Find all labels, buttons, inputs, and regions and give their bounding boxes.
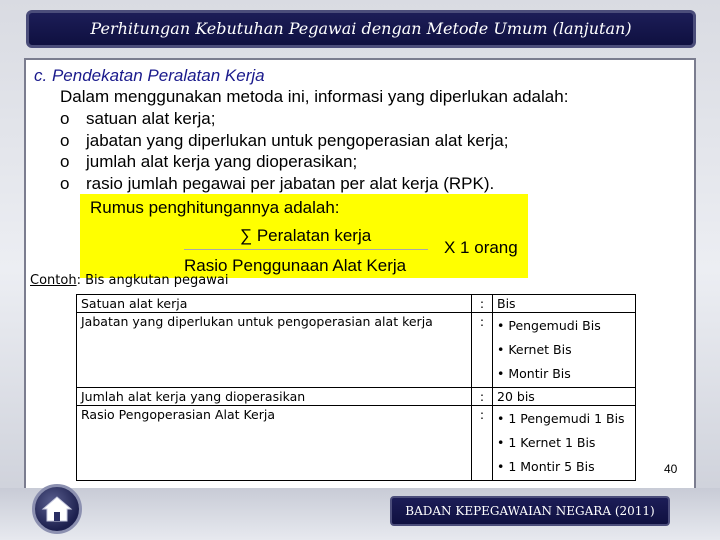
example-caption (30, 273, 228, 288)
list-item: o jumlah alat kerja yang dioperasikan; (60, 152, 358, 171)
example-label: Contoh (30, 273, 77, 288)
fraction-line (184, 249, 428, 250)
list-item: o jabatan yang diperlukan untuk pengoperasian alat kerja; (60, 130, 509, 150)
bullet-mark: o (60, 130, 70, 150)
bullet-mark: o (60, 109, 70, 128)
requirements-list (60, 108, 508, 194)
slide-title: Perhitungan Kebutuhan Pegawai dengan Metode Umum (lanjutan) (26, 10, 696, 48)
formula-label: Rumus penghitungannya adalah: (90, 198, 340, 217)
formula-multiplier: X 1 orang (444, 238, 518, 257)
page-number: 40 (664, 462, 678, 476)
example-table (76, 294, 636, 481)
section-heading: c. Pendekatan Peralatan Kerja (34, 66, 265, 85)
table-row: Jabatan yang diperlukan untuk pengoperasian alat kerja : • Pengemudi Bis • Kernet Bis • Montir Bis (77, 313, 636, 388)
bullet-mark: o (60, 152, 70, 171)
intro-text: Dalam menggunakan metoda ini, informasi yang diperlukan adalah: (60, 87, 569, 106)
formula-denominator: Rasio Penggunaan Alat Kerja (184, 256, 407, 275)
formula-numerator: ∑ Peralatan kerja (240, 226, 372, 245)
example-text: : Bis angkutan pegawai (76, 273, 229, 288)
list-item: o satuan alat kerja; (60, 109, 216, 128)
footer-org: BADAN KEPEGAWAIAN NEGARA (2011) (390, 496, 670, 526)
home-button[interactable] (32, 484, 82, 534)
table-row: Satuan alat kerja : Bis (77, 295, 636, 313)
list-item: o rasio jumlah pegawai per jabatan per alat kerja (RPK). (60, 173, 495, 193)
bullet-mark: o (60, 173, 70, 193)
table-row: Jumlah alat kerja yang dioperasikan : 20 bis (77, 388, 636, 406)
table-row: Rasio Pengoperasian Alat Kerja : • 1 Pengemudi 1 Bis • 1 Kernet 1 Bis • 1 Montir 5 Bis (77, 406, 636, 481)
formula-box (80, 194, 528, 278)
content-panel (24, 58, 696, 490)
home-icon (35, 487, 79, 531)
